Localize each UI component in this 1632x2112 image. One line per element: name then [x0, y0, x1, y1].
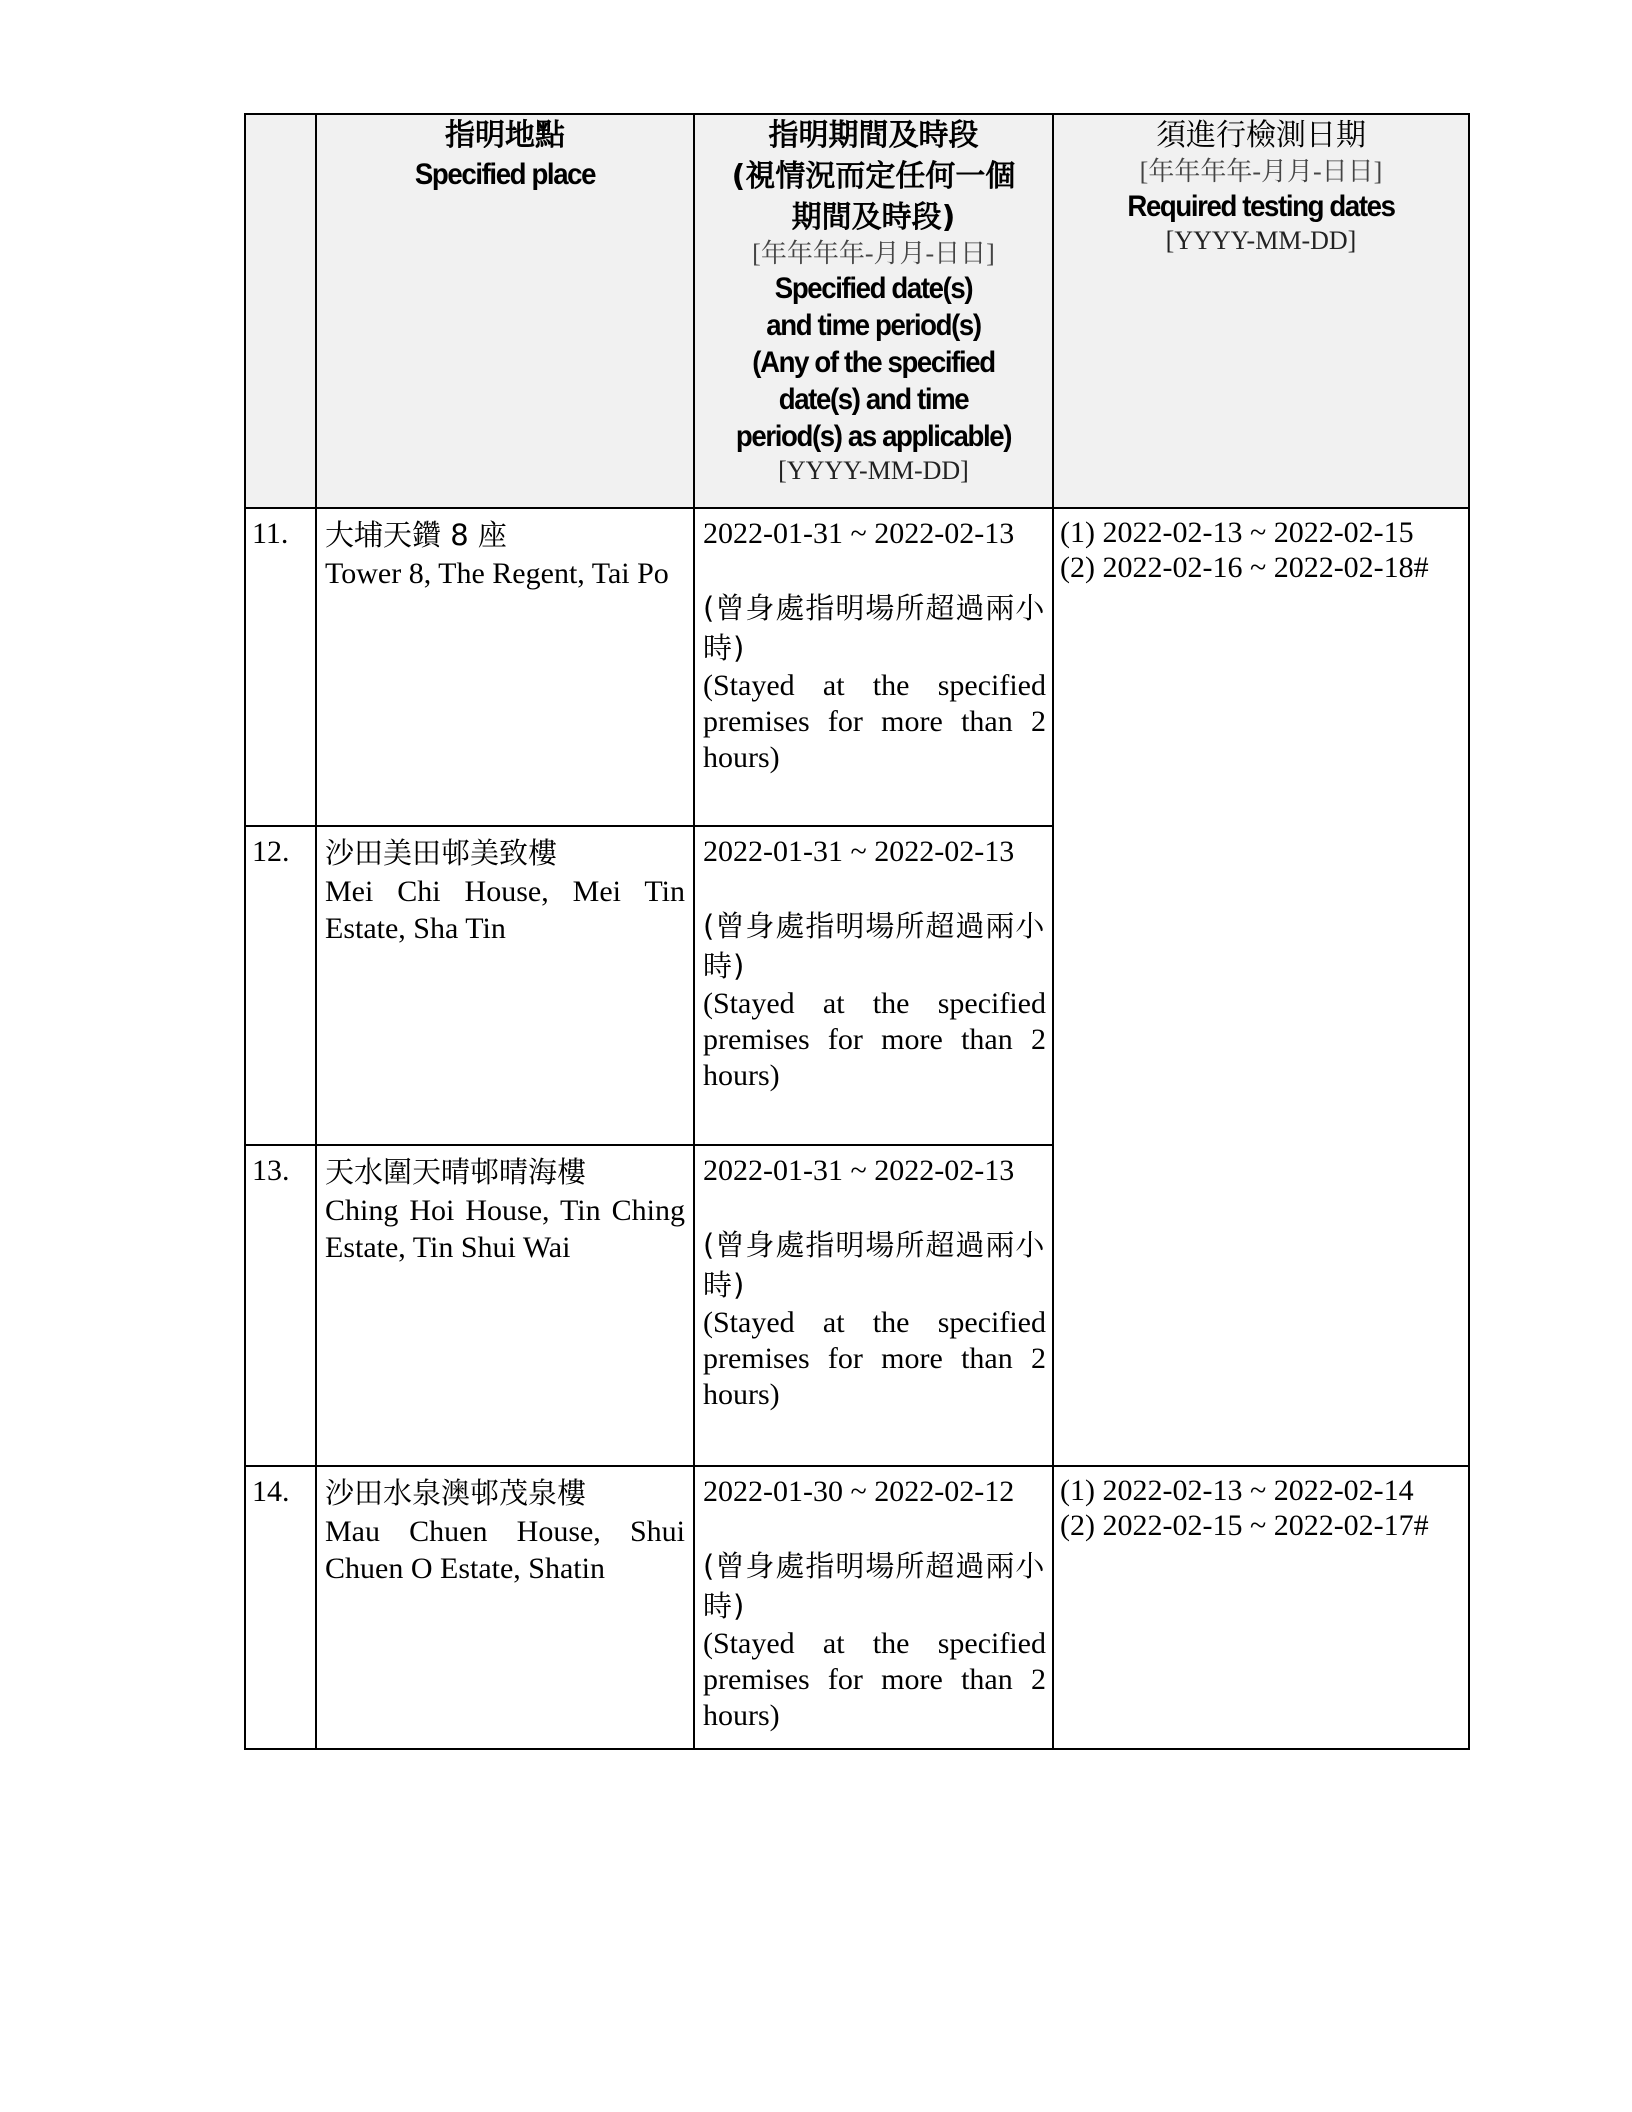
- period-date-range: 2022-01-30 ~ 2022-02-12: [703, 1475, 1015, 1508]
- header-testing-format-zh: [年年年年-月月-日日]: [1139, 157, 1383, 186]
- period-cell: [694, 1145, 1053, 1466]
- row-number: 12.: [245, 826, 316, 1145]
- period-note-zh: (曾身處指明場所超過兩小時): [703, 591, 1046, 665]
- place-name-zh: 沙田水泉澳邨茂泉樓: [325, 1476, 587, 1510]
- period-note-zh: (曾身處指明場所超過兩小時): [703, 1549, 1046, 1623]
- header-specified-period: [694, 114, 1053, 508]
- testing-date-1: (1) 2022-02-13 ~ 2022-02-15: [1060, 516, 1414, 549]
- testing-date-2: (2) 2022-02-16 ~ 2022-02-18#: [1060, 551, 1429, 584]
- period-note-zh: (曾身處指明場所超過兩小時): [703, 1228, 1046, 1302]
- header-place-en: Specified place: [414, 158, 596, 191]
- table-row: [245, 1466, 1469, 1749]
- place-name-zh: 大埔天鑽 8 座: [325, 518, 507, 552]
- place-cell: [316, 826, 694, 1145]
- period-note-zh: (曾身處指明場所超過兩小時): [703, 909, 1046, 983]
- place-name-en: Mau Chuen House, Shui Chuen O Estate, Shatin: [325, 1515, 685, 1585]
- header-period-en-4: date(s) and time: [778, 383, 969, 416]
- period-date-range: 2022-01-31 ~ 2022-02-13: [703, 1154, 1015, 1187]
- period-cell: [694, 1466, 1053, 1749]
- place-name-en: Tower 8, The Regent, Tai Po: [325, 557, 669, 590]
- header-required-testing-dates: [1053, 114, 1469, 508]
- place-name-zh: 天水圍天晴邨晴海樓: [325, 1155, 587, 1189]
- header-testing-en: Required testing dates: [1127, 190, 1395, 223]
- place-name-zh: 沙田美田邨美致樓: [325, 836, 558, 870]
- header-number: [245, 114, 316, 508]
- place-cell: [316, 1145, 694, 1466]
- row-number: 13.: [245, 1145, 316, 1466]
- header-testing-zh: 須進行檢測日期: [1156, 118, 1366, 153]
- testing-dates-cell: [1053, 508, 1469, 1466]
- header-period-format-en: [YYYY-MM-DD]: [778, 456, 969, 485]
- period-note-en: (Stayed at the specified premises for more than 2 hours): [703, 669, 1046, 774]
- period-cell: [694, 508, 1053, 826]
- period-note-en: (Stayed at the specified premises for more than 2 hours): [703, 987, 1046, 1092]
- header-period-zh-2: (視情況而定任何一個: [731, 159, 1016, 194]
- header-specified-place: [316, 114, 694, 508]
- specified-places-table: [244, 113, 1470, 1750]
- testing-date-2: (2) 2022-02-15 ~ 2022-02-17#: [1060, 1509, 1429, 1542]
- place-name-en: Ching Hoi House, Tin Ching Estate, Tin Shui Wai: [325, 1194, 685, 1264]
- header-period-en-1: Specified date(s): [774, 272, 973, 305]
- header-period-zh-1: 指明期間及時段: [768, 118, 979, 153]
- period-date-range: 2022-01-31 ~ 2022-02-13: [703, 835, 1015, 868]
- period-cell: [694, 826, 1053, 1145]
- header-period-en-2: and time period(s): [766, 309, 981, 342]
- header-period-zh-3: 期間及時段): [791, 200, 956, 235]
- place-name-en: Mei Chi House, Mei Tin Estate, Sha Tin: [325, 875, 685, 945]
- table-row: [245, 508, 1469, 826]
- row-number: 11.: [245, 508, 316, 826]
- header-period-format-zh: [年年年年-月月-日日]: [752, 239, 995, 268]
- period-note-en: (Stayed at the specified premises for more than 2 hours): [703, 1627, 1046, 1732]
- place-cell: [316, 1466, 694, 1749]
- header-period-en-5: period(s) as applicable): [735, 420, 1012, 453]
- place-cell: [316, 508, 694, 826]
- testing-dates-cell: [1053, 1466, 1469, 1749]
- header-testing-format-en: [YYYY-MM-DD]: [1165, 226, 1357, 255]
- row-number: 14.: [245, 1466, 316, 1749]
- period-note-en: (Stayed at the specified premises for more than 2 hours): [703, 1306, 1046, 1411]
- period-date-range: 2022-01-31 ~ 2022-02-13: [703, 517, 1015, 550]
- testing-date-1: (1) 2022-02-13 ~ 2022-02-14: [1060, 1474, 1414, 1507]
- header-place-zh: 指明地點: [445, 118, 565, 153]
- header-period-en-3: (Any of the specified: [752, 346, 995, 379]
- table-header-row: [245, 114, 1469, 508]
